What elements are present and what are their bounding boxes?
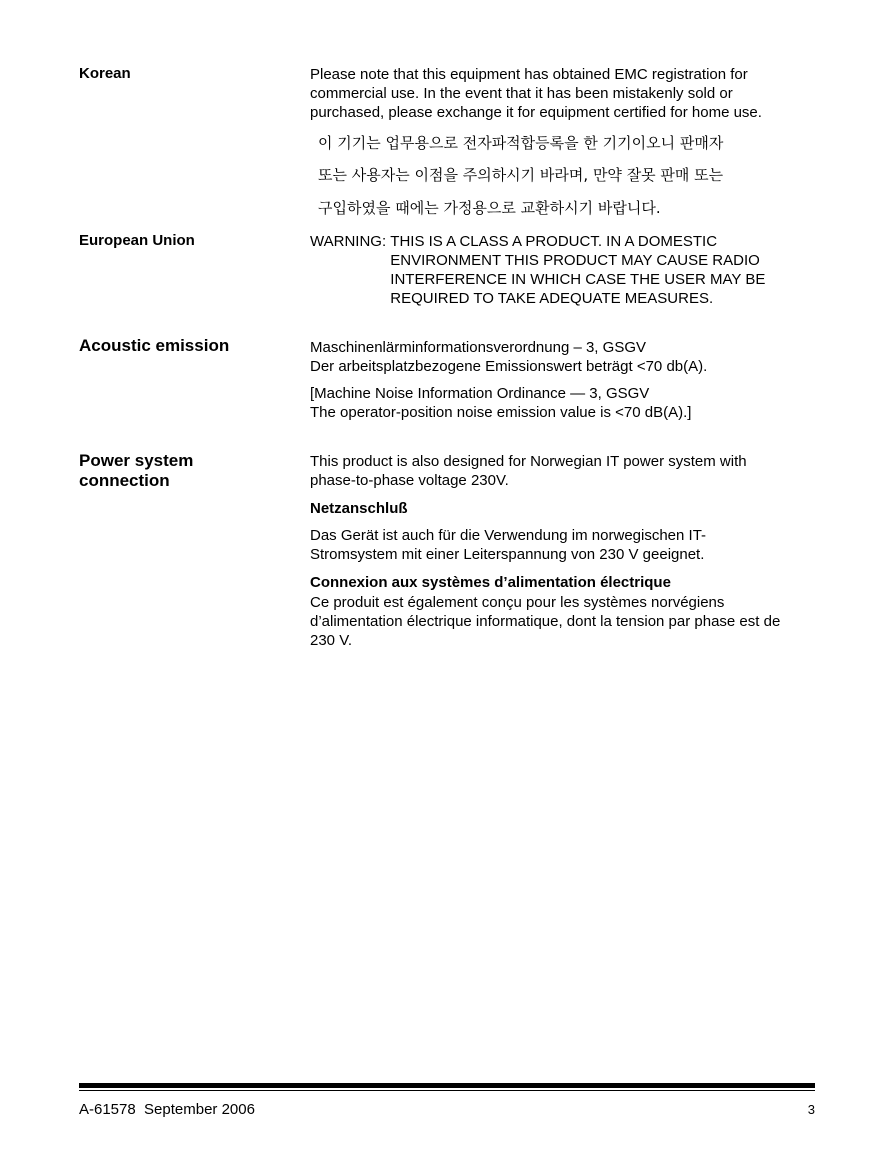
eu-warning <box>310 232 830 308</box>
section-label-european-union: European Union <box>79 232 195 249</box>
footer-page-number: 3 <box>807 1102 815 1117</box>
power-german-text <box>310 526 820 564</box>
text-line: Maschinenlärminformationsverordnung – 3, GSGV <box>310 339 646 356</box>
section-label-acoustic-emission: Acoustic emission <box>79 336 230 355</box>
text-line: Please note that this equipment has obtained EMC registration for <box>310 66 748 83</box>
acoustic-english-text <box>310 384 820 422</box>
label-line: Power system <box>79 451 194 470</box>
text-line: purchased, please exchange it for equipment certified for home use. <box>310 104 762 121</box>
footer-rule-thick <box>79 1083 815 1088</box>
warning-line: INTERFERENCE IN WHICH CASE THE USER MAY BE <box>390 271 766 288</box>
text-line: 230 V. <box>310 632 352 649</box>
warning-prefix: WARNING: <box>310 233 391 250</box>
power-french-text <box>310 593 820 650</box>
power-french-heading: Connexion aux systèmes d’alimentation électrique <box>310 574 671 591</box>
text-line: Der arbeitsplatzbezogene Emissionswert beträgt <70 db(A). <box>310 358 708 375</box>
warning-line: THIS IS A CLASS A PRODUCT. IN A DOMESTIC <box>390 233 718 250</box>
korean-text-line: 구입하였을 때에는 가정용으로 교환하시기 바랍니다. <box>318 199 661 217</box>
acoustic-german-text <box>310 338 820 376</box>
text-line: Ce produit est également conçu pour les systèmes norvégiens <box>310 594 725 611</box>
footer-document-id: A-61578 September 2006 <box>79 1101 255 1118</box>
text-line: d’alimentation électrique informatique, dont la tension par phase est de <box>310 613 781 630</box>
section-label-power-system-connection <box>79 451 289 491</box>
power-english-text <box>310 452 820 490</box>
korean-text-line: 또는 사용자는 이점을 주의하시기 바라며, 만약 잘못 판매 또는 <box>318 166 724 184</box>
text-line: This product is also designed for Norwegian IT power system with <box>310 453 747 470</box>
power-german-heading: Netzanschluß <box>310 500 408 517</box>
text-line: [Machine Noise Information Ordinance — 3, GSGV <box>310 385 650 402</box>
label-line: connection <box>79 471 170 490</box>
text-line: Das Gerät ist auch für die Verwendung im norwegischen IT- <box>310 527 707 544</box>
korean-text-line: 이 기기는 업무용으로 전자파적합등록을 한 기기이오니 판매자 <box>318 134 724 152</box>
korean-english-text <box>310 65 820 122</box>
text-line: Stromsystem mit einer Leiterspannung von 230 V geeignet. <box>310 546 705 563</box>
section-label-korean: Korean <box>79 65 131 82</box>
text-line: The operator-position noise emission value is <70 dB(A).] <box>310 404 692 421</box>
text-line: phase-to-phase voltage 230V. <box>310 472 509 489</box>
footer-rule-thin <box>79 1090 815 1091</box>
warning-line: REQUIRED TO TAKE ADEQUATE MEASURES. <box>390 290 714 307</box>
warning-line: ENVIRONMENT THIS PRODUCT MAY CAUSE RADIO <box>390 252 760 269</box>
text-line: commercial use. In the event that it has been mistakenly sold or <box>310 85 733 102</box>
